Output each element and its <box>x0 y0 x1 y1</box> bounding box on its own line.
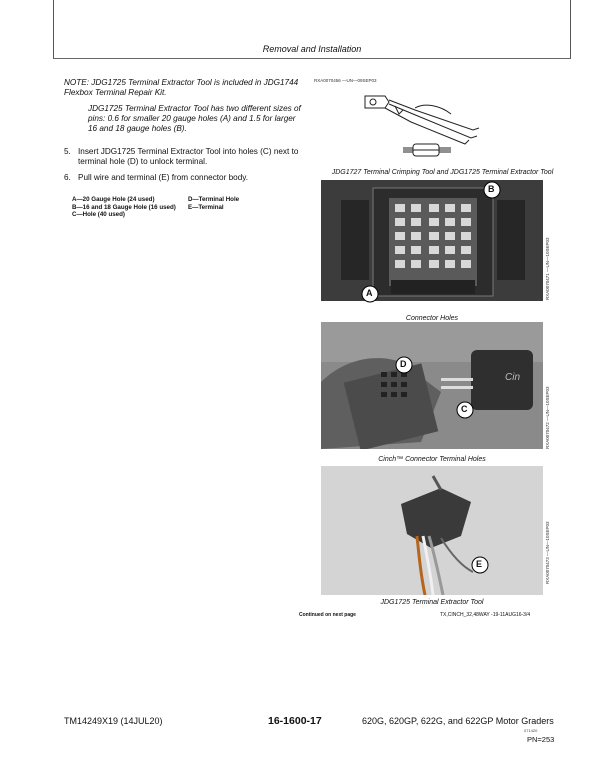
crimping-tool-illustration <box>355 88 495 160</box>
model-list: 620G, 620GP, 622G, and 622GP Motor Graders <box>362 716 554 726</box>
step-number: 5. <box>64 147 71 156</box>
note-block <box>64 78 304 140</box>
legend-a: A—20 Gauge Hole (24 used) <box>72 196 155 203</box>
section-title: Removal and Installation <box>262 44 362 54</box>
step-text: Insert JDG1725 Terminal Extractor Tool into holes (C) next to terminal hole (D) to unlock terminal. <box>78 147 299 166</box>
cinch-tool-text: Cin <box>505 372 521 383</box>
figure-2-caption: Connector Holes <box>405 315 459 322</box>
header-rule <box>53 58 571 59</box>
legend-b: B—16 and 18 Gauge Hole (16 used) <box>72 203 176 211</box>
figure-3-caption: Cinch™ Connector Terminal Holes <box>378 456 486 463</box>
extractor-tool-photo <box>321 466 543 595</box>
pn-number: PN=253 <box>527 735 555 744</box>
step-text: Pull wire and terminal (E) from connector body. <box>78 173 249 182</box>
legend-c: C—Hole (40 used) <box>72 211 125 218</box>
manual-number: TM14249X19 (14JUL20) <box>64 716 163 726</box>
cinch-connector-photo <box>321 322 543 449</box>
figure-3-code: RXA0070472 —UN—10SEP03 <box>545 386 550 449</box>
reference-code: TX,CINCH_32,48WAY -19-11AUG16-3/4 <box>440 612 531 618</box>
legend-e: E—Terminal <box>188 203 224 211</box>
figure-4-caption: JDG1725 Terminal Extractor Tool <box>380 599 484 606</box>
figure-1-caption: JDG1727 Terminal Crimping Tool and JDG1725 Terminal Extractor Tool <box>331 169 554 176</box>
callout-b-label: B <box>488 184 495 194</box>
step-6 <box>64 173 304 183</box>
step-number: 6. <box>64 173 71 182</box>
step-list <box>64 147 304 189</box>
callout-c-label: C <box>461 404 468 414</box>
continued-note: Continued on next page <box>299 612 356 618</box>
footer-date-code: 071420 <box>524 728 538 733</box>
page-number: 16-1600-17 <box>268 715 322 727</box>
note-line-2: JDG1725 Terminal Extractor Tool has two different sizes of pins: 0.6 for smaller 20 gauge holes (A) and 1.5 for larger 16 and 18 gauge holes (B). <box>88 104 301 133</box>
figure-2-code: RXA0070471 —UN—10SEP03 <box>545 237 550 300</box>
step-5 <box>64 147 304 167</box>
connector-holes-photo <box>321 180 543 301</box>
note-line-1: NOTE: JDG1725 Terminal Extractor Tool is included in JDG1744 Flexbox Terminal Repair Kit. <box>64 78 299 97</box>
figure-4-code: RXA0070473 —UN—10SEP03 <box>545 521 550 584</box>
callout-a-label: A <box>366 288 373 298</box>
legend-d: D—Terminal Hole <box>188 196 240 203</box>
callout-e-label: E <box>476 559 483 569</box>
figure-1-code: RXA0070456 —UN—09SEP03 <box>314 78 377 83</box>
callout-d-label: D <box>400 359 407 369</box>
